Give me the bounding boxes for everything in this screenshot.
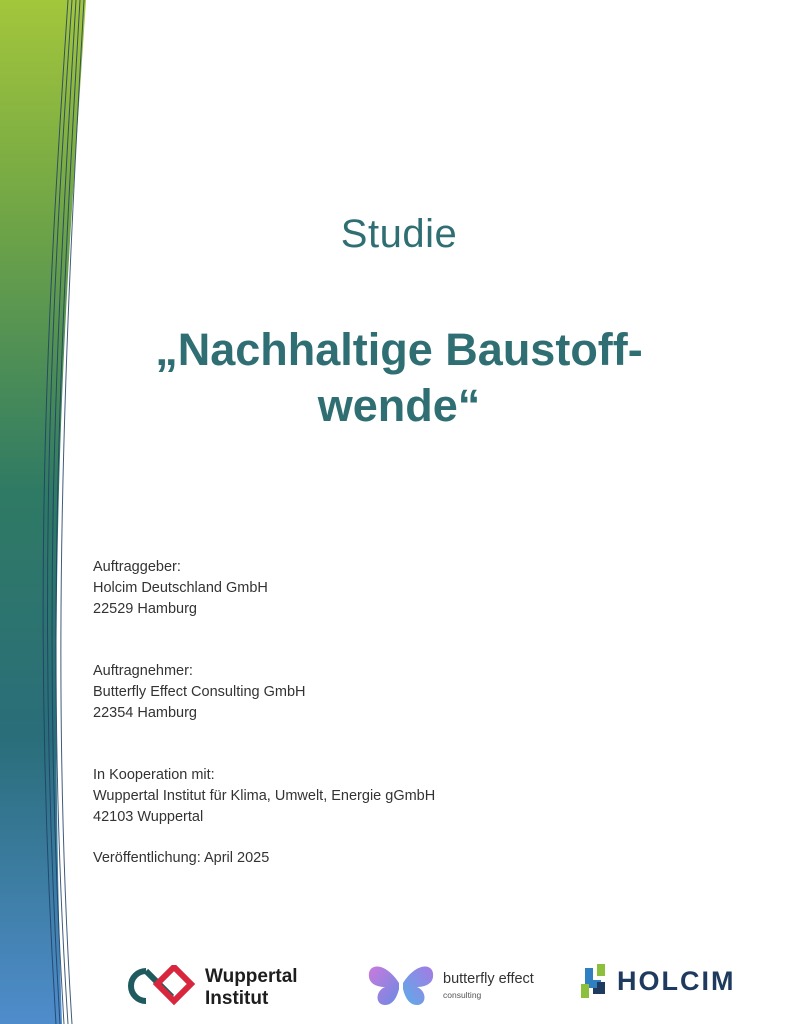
client-block [93, 557, 268, 620]
title-line-1: „Nachhaltige Baustoff- [155, 324, 643, 375]
client-label: Auftraggeber: [93, 559, 181, 575]
cooperation-label: In Kooperation mit: [93, 767, 215, 783]
document-title [0, 322, 798, 434]
cooperation-name: Wuppertal Institut für Klima, Umwelt, Energie gGmbH [93, 788, 436, 804]
client-name: Holcim Deutschland GmbH [93, 580, 268, 596]
butterfly-wordmark: butterfly effect [443, 971, 534, 987]
contractor-block [93, 661, 306, 724]
butterfly-subtitle: consulting [443, 990, 482, 1000]
cooperation-block [93, 765, 435, 828]
client-city: 22529 Hamburg [93, 601, 197, 617]
publication-date [93, 848, 269, 869]
contractor-name: Butterfly Effect Consulting GmbH [93, 684, 306, 700]
title-line-2: wende“ [317, 380, 481, 431]
cooperation-city: 42103 Wuppertal [93, 809, 204, 825]
holcim-wordmark: HOLCIM [617, 966, 736, 996]
contractor-label: Auftragnehmer: [93, 663, 193, 679]
wuppertal-line-1: Wuppertal [205, 966, 298, 987]
wuppertal-line-2: Institut [205, 988, 269, 1009]
document-subtitle: Studie [340, 212, 458, 256]
contractor-city: 22354 Hamburg [93, 705, 197, 721]
side-gradient-band [0, 0, 110, 1024]
butterfly-logo-icon [365, 961, 437, 1009]
wuppertal-institut-logo-icon [124, 965, 196, 1007]
publication-text: Veröffentlichung: April 2025 [93, 850, 270, 866]
wuppertal-institut-wordmark [205, 966, 298, 1010]
holcim-logo-icon [577, 962, 613, 1002]
